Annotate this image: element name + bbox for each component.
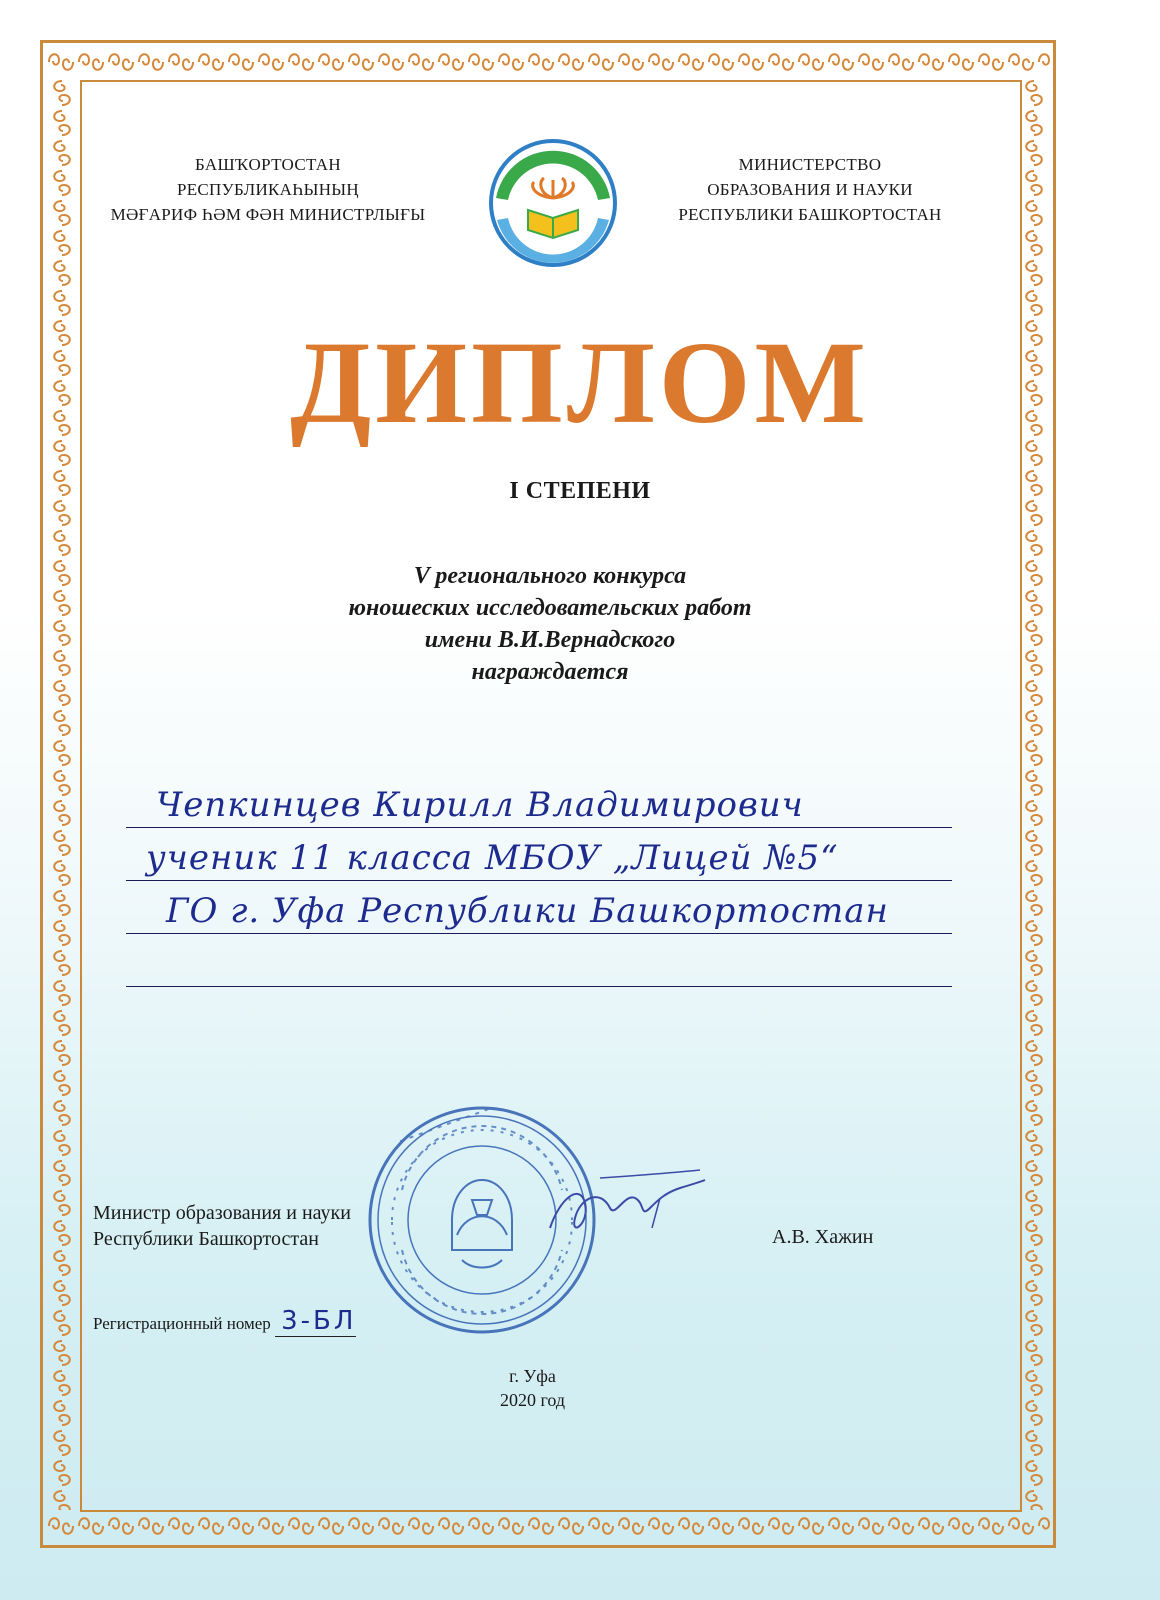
signatory-name: А.В. Хажин xyxy=(772,1226,874,1248)
awardee-region: ГО г. Уфа Республики Башкортостан xyxy=(166,891,889,931)
diploma-title: ДИПЛОМ xyxy=(290,317,870,448)
registration-label: Регистрационный номер xyxy=(93,1314,271,1333)
contest-line2: юношеских исследовательских работ xyxy=(348,595,752,621)
ornament-left xyxy=(46,78,78,1510)
awardee-line xyxy=(126,828,952,881)
minister-signature-icon xyxy=(540,1158,710,1248)
diploma-degree: I СТЕПЕНИ xyxy=(509,478,651,504)
contest-line3: имени В.И.Вернадского xyxy=(424,627,676,653)
awardee-name: Чепкинцев Кирилл Владимирович xyxy=(156,785,804,825)
contest-description xyxy=(0,560,1100,688)
awardee-school: ученик 11 класса МБОУ „Лицей №5“ xyxy=(146,838,839,878)
contest-line1: V регионального конкурса xyxy=(413,563,687,589)
signatory-title xyxy=(93,1200,351,1252)
registration-number xyxy=(93,1306,356,1337)
place-year: 2020 год xyxy=(499,1390,566,1410)
ornament-right xyxy=(1018,78,1050,1510)
header-right-line1: МИНИСТЕРСТВО xyxy=(738,155,882,174)
ornament-top xyxy=(46,46,1050,78)
registration-value: 3-БЛ xyxy=(275,1306,356,1337)
contest-line4: награждается xyxy=(471,659,629,685)
signatory-title-line1: Министр образования и науки xyxy=(93,1202,351,1224)
awardee-block xyxy=(126,775,952,987)
header-left-line3: МӘҒАРИФ ҺӘМ ФӘН МИНИСТРЛЫҒЫ xyxy=(110,205,426,224)
ornament-bottom xyxy=(46,1510,1050,1542)
header-russian xyxy=(630,152,990,227)
header-bashkir xyxy=(88,152,448,227)
awardee-line xyxy=(126,934,952,987)
awardee-line xyxy=(126,775,952,828)
header-right-line3: РЕСПУБЛИКИ БАШКОРТОСТАН xyxy=(678,205,942,224)
signatory-title-line2: Республики Башкортостан xyxy=(93,1228,319,1250)
awardee-line xyxy=(126,881,952,934)
header-left-line1: БАШҠОРТОСТАН xyxy=(195,155,341,174)
place-and-year xyxy=(0,1364,1065,1412)
ministry-emblem-icon xyxy=(488,138,618,268)
header-right-line2: ОБРАЗОВАНИЯ И НАУКИ xyxy=(707,180,913,199)
header-left-line2: РЕСПУБЛИКАҺЫНЫҢ xyxy=(176,180,359,199)
place-city: г. Уфа xyxy=(509,1366,556,1386)
